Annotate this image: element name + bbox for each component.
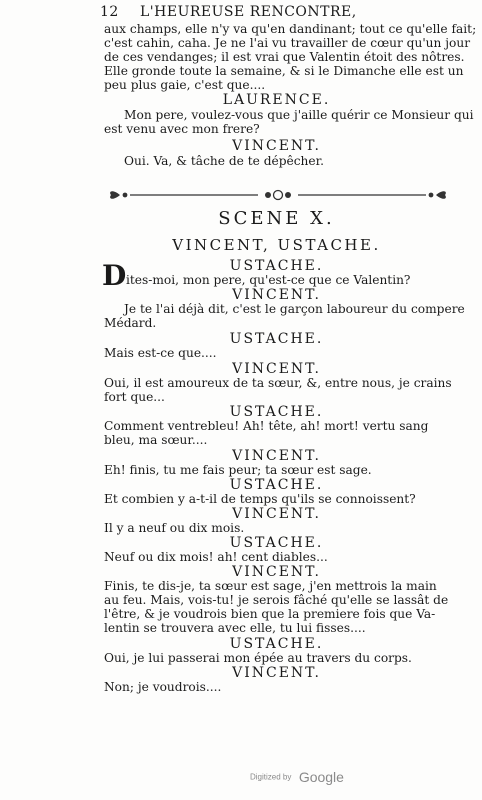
text-line: Je te l'ai déjà dit, c'est le garçon laboureur du compere bbox=[124, 302, 465, 316]
text-line: Elle gronde toute la semaine, & si le Dimanche elle est un bbox=[104, 64, 464, 78]
text-line: bleu, ma sœur.... bbox=[104, 433, 208, 447]
text-line: l'être, & je voudrois bien que la premiere fois que Va- bbox=[104, 607, 436, 621]
text-line: Neuf ou dix mois! ah! cent diables... bbox=[104, 550, 328, 564]
digitization-watermark bbox=[250, 768, 344, 784]
text-line: Comment ventrebleu! Ah! tête, ah! mort! vertu sang bbox=[104, 419, 429, 433]
text-line: Mais est-ce que.... bbox=[104, 346, 217, 360]
text-line: peu plus gaie, c'est que.... bbox=[104, 78, 266, 92]
speaker-name: USTACHE. bbox=[229, 636, 324, 652]
text-line: fort que... bbox=[104, 390, 165, 404]
speaker-name: VINCENT. bbox=[232, 564, 321, 580]
google-logo: Google bbox=[298, 768, 344, 785]
text-line: lentin se trouvera avec elle, tu lui fisses.... bbox=[104, 621, 366, 635]
text-line: Eh! finis, tu me fais peur; ta sœur est sage. bbox=[104, 463, 372, 477]
speaker-name: VINCENT. bbox=[232, 665, 321, 681]
text-line: Oui. Va, & tâche de te dépêcher. bbox=[124, 154, 324, 168]
text-line: au feu. Mais, vois-tu! je serois fâché qu'elle se lassât de bbox=[104, 593, 449, 607]
page-header bbox=[100, 4, 450, 22]
cast-list: VINCENT, USTACHE. bbox=[172, 236, 381, 254]
speaker-name: VINCENT. bbox=[232, 361, 321, 377]
speaker-name: VINCENT. bbox=[232, 138, 321, 154]
drop-cap: D bbox=[102, 259, 127, 292]
speaker-name: USTACHE. bbox=[229, 258, 324, 274]
speaker-name: USTACHE. bbox=[229, 535, 324, 551]
speaker-name: VINCENT. bbox=[232, 287, 321, 303]
speaker-name: VINCENT. bbox=[232, 506, 321, 522]
page-number: 12 bbox=[100, 4, 119, 20]
text-line: ites-moi, mon pere, qu'est-ce que ce Valentin? bbox=[126, 273, 411, 287]
text-line: Médard. bbox=[104, 316, 157, 330]
text-line: aux champs, elle n'y va qu'en dandinant; tout ce qu'elle fait; bbox=[104, 22, 477, 36]
text-line: Mon pere, voulez-vous que j'aille quérir ce Monsieur qui bbox=[124, 108, 474, 122]
text-line: de ces vendanges; il est vrai que Valentin étoit des nôtres. bbox=[104, 50, 465, 64]
text-line: est venu avec mon frere? bbox=[104, 122, 260, 136]
text-line: Oui, je lui passerai mon épée au travers du corps. bbox=[104, 651, 412, 665]
text-line: c'est cahin, caha. Je ne l'ai vu travailler de cœur qu'un jour bbox=[104, 36, 471, 50]
text-line: Finis, te dis-je, ta sœur est sage, j'en mettrois la main bbox=[104, 579, 437, 593]
speaker-name: USTACHE. bbox=[229, 331, 324, 347]
ornament-divider-icon bbox=[108, 188, 448, 202]
speaker-name: USTACHE. bbox=[229, 404, 324, 420]
scene-title: SCENE X. bbox=[218, 208, 335, 229]
speaker-name: VINCENT. bbox=[232, 448, 321, 464]
text-line: Et combien y a-t-il de temps qu'ils se connoissent? bbox=[104, 492, 416, 506]
running-title: L'HEUREUSE RENCONTRE, bbox=[140, 4, 357, 20]
text-line: Non; je voudrois.... bbox=[104, 680, 222, 694]
speaker-name: LAURENCE. bbox=[222, 92, 331, 108]
text-line: Il y a neuf ou dix mois. bbox=[104, 521, 245, 535]
speaker-name: USTACHE. bbox=[229, 477, 324, 493]
digitized-label: Digitized by bbox=[250, 772, 292, 782]
text-line: Oui, il est amoureux de ta sœur, &, entre nous, je crains bbox=[104, 376, 452, 390]
